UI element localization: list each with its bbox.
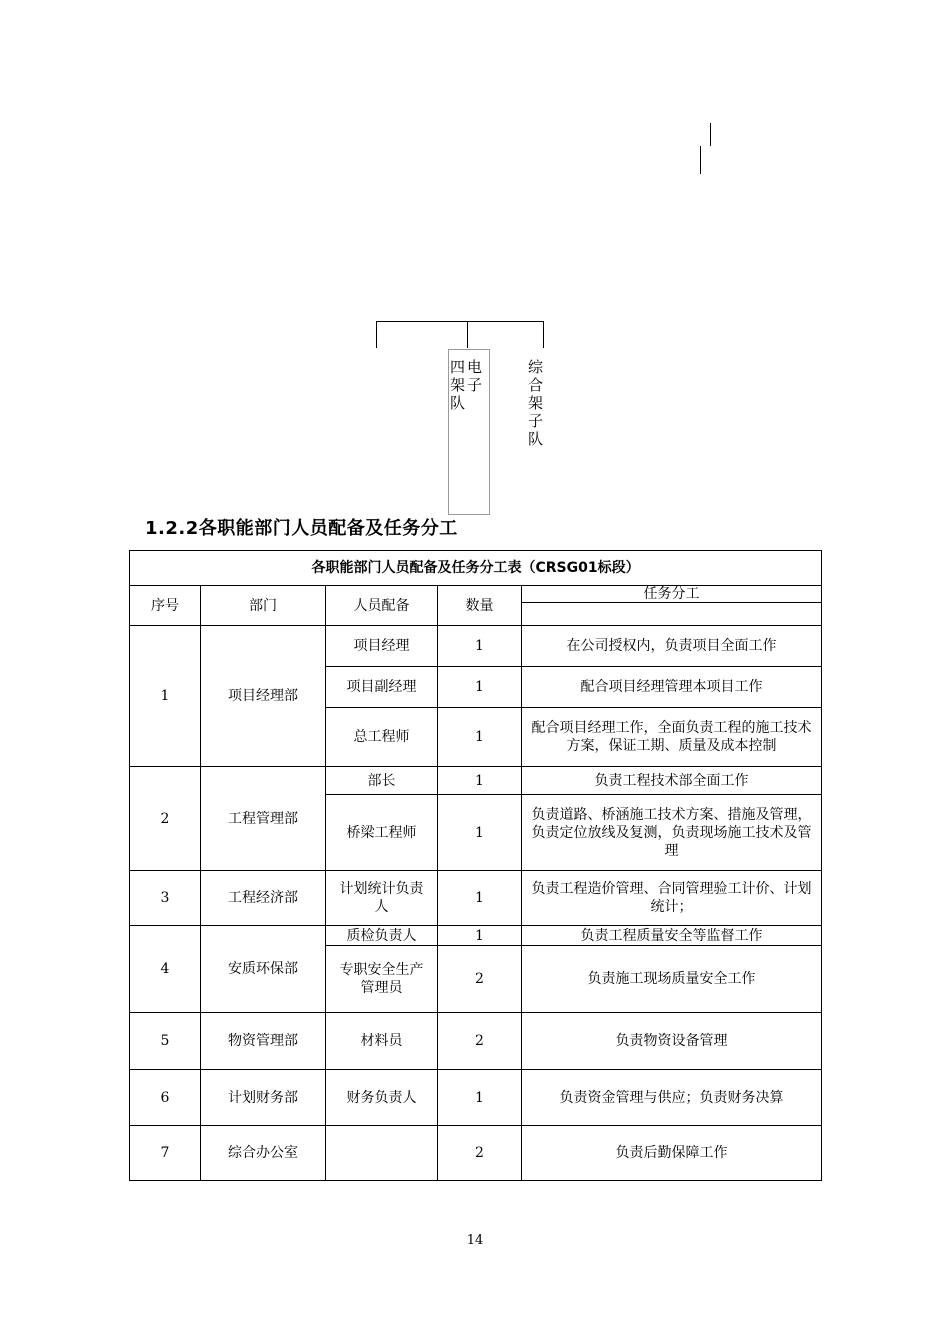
cell-staff: [326, 1126, 438, 1181]
org-label-team-mid: 电 子: [466, 358, 482, 394]
cell-count: 1: [438, 767, 522, 795]
cell-seq: 1: [130, 626, 201, 767]
header-task: 任务分工: [522, 586, 821, 603]
cell-count: 1: [438, 708, 522, 767]
cell-staff: 部长: [326, 767, 438, 795]
connector-line-branch-mid: [467, 321, 468, 348]
cell-seq: 2: [130, 767, 201, 871]
connector-line-branch-right: [543, 321, 544, 348]
cell-seq: 5: [130, 1013, 201, 1070]
connector-line-horizontal: [376, 321, 544, 322]
cell-task: 负责施工现场质量安全工作: [522, 946, 822, 1013]
cell-task: 负责工程技术部全面工作: [522, 767, 822, 795]
cell-staff: 计划统计负责人: [326, 871, 438, 926]
org-label-team-left: 四 架 队: [449, 358, 465, 412]
table-header-row: [130, 586, 822, 626]
cell-dept: 物资管理部: [201, 1013, 326, 1070]
table-row: [130, 1126, 822, 1181]
cell-count: 1: [438, 667, 522, 708]
table-row: [130, 1013, 822, 1070]
org-label-team-right: 综 合 架 子 队: [527, 358, 543, 448]
header-staff: 人员配备: [326, 586, 438, 626]
cell-dept: 工程经济部: [201, 871, 326, 926]
cell-task: 在公司授权内，负责项目全面工作: [522, 626, 822, 667]
cell-dept: 计划财务部: [201, 1070, 326, 1126]
cell-staff: 桥梁工程师: [326, 795, 438, 871]
cell-task: 负责道路、桥涵施工技术方案、措施及管理，负责定位放线及复测，负责现场施工技术及管理: [522, 795, 822, 871]
cell-staff: 质检负责人: [326, 926, 438, 946]
cell-count: 2: [438, 1013, 522, 1070]
cell-task: 负责工程质量安全等监督工作: [522, 926, 822, 946]
header-count: 数量: [438, 586, 522, 626]
cell-task: 负责资金管理与供应；负责财务决算: [522, 1070, 822, 1126]
table-row: [130, 626, 822, 667]
page-number: 14: [466, 1233, 484, 1248]
cell-staff: 项目副经理: [326, 667, 438, 708]
cell-task: 负责工程造价管理、合同管理验工计价、计划统计；: [522, 871, 822, 926]
cell-task: 配合项目经理管理本项目工作: [522, 667, 822, 708]
cell-task: 负责物资设备管理: [522, 1013, 822, 1070]
cell-count: 1: [438, 795, 522, 871]
cell-count: 1: [438, 926, 522, 946]
cell-staff: 材料员: [326, 1013, 438, 1070]
header-seq: 序号: [130, 586, 201, 626]
connector-line-branch-left: [376, 321, 377, 348]
table-row: [130, 1070, 822, 1126]
cell-dept: 工程管理部: [201, 767, 326, 871]
cell-dept: 综合办公室: [201, 1126, 326, 1181]
cell-count: 2: [438, 1126, 522, 1181]
cell-seq: 3: [130, 871, 201, 926]
header-dept: 部门: [201, 586, 326, 626]
cell-staff: 项目经理: [326, 626, 438, 667]
cell-seq: 4: [130, 926, 201, 1013]
table-row: [130, 871, 822, 926]
staffing-table: [129, 550, 822, 1181]
cell-staff: 总工程师: [326, 708, 438, 767]
table-row: [130, 926, 822, 946]
cell-seq: 6: [130, 1070, 201, 1126]
cell-dept: 项目经理部: [201, 626, 326, 767]
cell-seq: 7: [130, 1126, 201, 1181]
cell-dept: 安质环保部: [201, 926, 326, 1013]
cell-count: 1: [438, 1070, 522, 1126]
cell-staff: 专职安全生产管理员: [326, 946, 438, 1013]
cell-count: 2: [438, 946, 522, 1013]
header-task-cell: [522, 586, 822, 626]
cell-task: 配合项目经理工作，全面负责工程的施工技术方案，保证工期、质量及成本控制: [522, 708, 822, 767]
section-heading: 1.2.2各职能部门人员配备及任务分工: [145, 518, 458, 539]
cell-count: 1: [438, 626, 522, 667]
table-title: 各职能部门人员配备及任务分工表（CRSG01标段）: [130, 551, 822, 586]
cell-staff: 财务负责人: [326, 1070, 438, 1126]
cell-count: 1: [438, 871, 522, 926]
cell-task: 负责后勤保障工作: [522, 1126, 822, 1181]
connector-line-top-2: [700, 146, 701, 174]
table-row: [130, 767, 822, 795]
connector-line-top-1: [710, 123, 711, 146]
